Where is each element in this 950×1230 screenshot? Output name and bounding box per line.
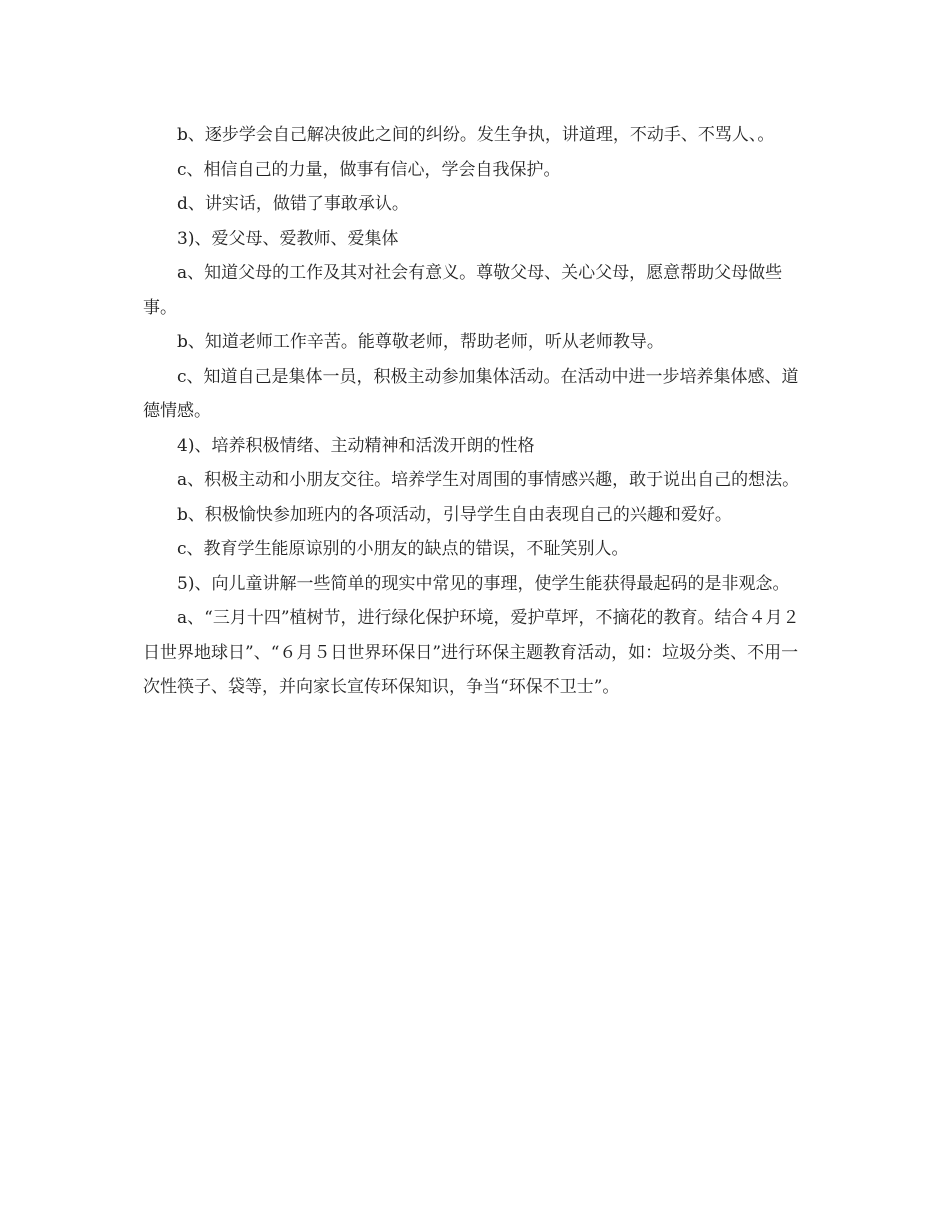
paragraph-d-honesty: d、讲实话，做错了事敢承认。	[177, 194, 409, 214]
paragraph-a-parents: a、知道父母的工作及其对社会有意义。尊敬父母、关心父母，愿意帮助父母做些事。	[143, 263, 783, 318]
section-heading-3-love: 3)、爱父母、爱教师、爱集体	[177, 228, 399, 249]
paragraph-a-environment: a、“三月十四”植树节，进行绿化保护环境，爱护草坪，不摘花的教育。结合４月２日世界地球日”、“６月５日世界环保日”进行环保主题教育活动，如：垃圾分类、不用一次性筷子、袋等，并向家长宣传环保知识，争当“环保不卫士”。	[143, 608, 800, 697]
paragraph-b-resolve-disputes: b、逐步学会自己解决彼此之间的纠纷。发生争执，讲道理，不动手、不骂人、。	[177, 125, 775, 145]
document-body	[143, 118, 807, 705]
paragraph-c-self-confidence: c、相信自己的力量，做事有信心，学会自我保护。	[177, 159, 561, 180]
paragraph-a-communication: a、积极主动和小朋友交往。培养学生对周围的事情感兴趣，敢于说出自己的想法。	[177, 470, 800, 490]
paragraph-c-forgiveness: c、教育学生能原谅别的小朋友的缺点的错误，不耻笑别人。	[177, 539, 629, 559]
paragraph-c-collective: c、知道自己是集体一员，积极主动参加集体活动。在活动中进一步培养集体感、道德情感。	[143, 366, 799, 421]
section-heading-5-reasoning: 5)、向儿童讲解一些简单的现实中常见的事理，使学生能获得最起码的是非观念。	[177, 573, 790, 594]
paragraph-b-activities: b、积极愉快参加班内的各项活动，引导学生自由表现自己的兴趣和爱好。	[177, 504, 732, 525]
paragraph-b-teachers: b、知道老师工作辛苦。能尊敬老师，帮助老师，听从老师教导。	[177, 332, 664, 352]
section-heading-4-emotions: 4)、培养积极情绪、主动精神和活泼开朗的性格	[177, 435, 535, 456]
